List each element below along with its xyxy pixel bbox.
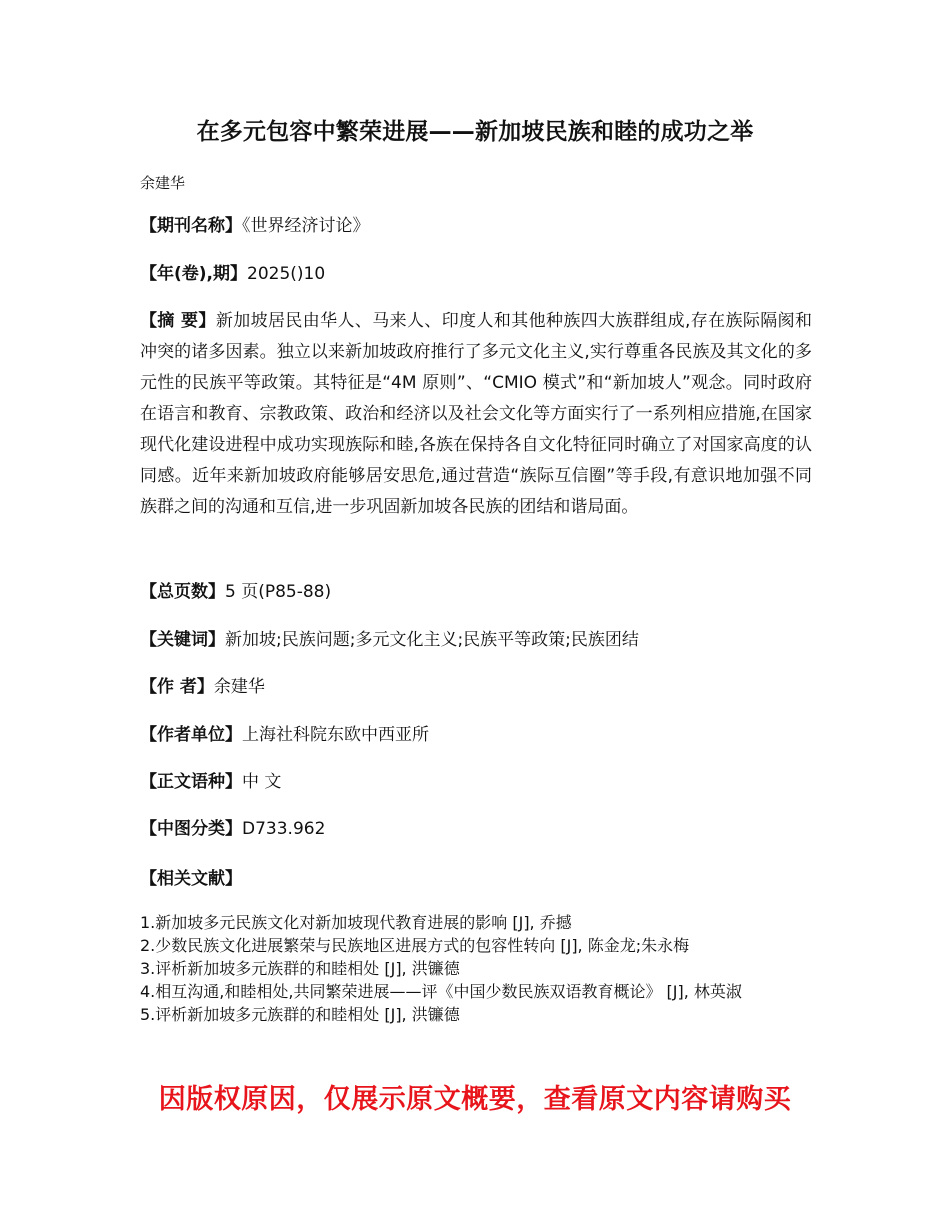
- field-classification-label: 【中图分类】: [140, 819, 242, 839]
- field-journal: [140, 214, 815, 238]
- field-pages-label: 【总页数】: [140, 582, 225, 602]
- field-journal-value: 《世界经济讨论》: [242, 216, 370, 236]
- field-classification-value: D733.962: [242, 819, 326, 839]
- field-abstract-value: 新加坡居民由华人、马来人、印度人和其他种族四大族群组成,存在族际隔阂和冲突的诸多因素。独立以来新加坡政府推行了多元文化主义,实行尊重各民族及其文化的多元性的民族平等政策。其特征是“4M 原则”、“CMIO 模式”和“新加坡人”观念。同时政府在语言和教育、宗教政策、政治和经济以及社会文化等方面实行了一系列相应措施,在国家现代化建设进程中成功实现族际和睦,各族在保持各自文化特征同时确立了对国家高度的认同感。近年来新加坡政府能够居安思危,通过营造“族际互信圈”等手段,有意识地加强不同族群之间的沟通和互信,进一步巩固新加坡各民族的团结和谐局面。: [140, 311, 813, 517]
- field-year-issue-value: 2025()10: [247, 264, 326, 284]
- field-year-issue-label: 【年(卷),期】: [140, 264, 247, 284]
- field-journal-label: 【期刊名称】: [140, 216, 242, 236]
- reference-item: 3.评析新加坡多元族群的和睦相处 [J], 洪镰德: [140, 959, 460, 978]
- field-keywords-value: 新加坡;民族问题;多元文化主义;民族平等政策;民族团结: [225, 630, 639, 650]
- field-language-value: 中 文: [242, 772, 282, 792]
- field-language: [140, 770, 815, 794]
- field-author: [140, 675, 815, 699]
- document-title: 在多元包容中繁荣进展——新加坡民族和睦的成功之举: [196, 119, 754, 145]
- field-keywords: [140, 628, 815, 652]
- field-pages: [140, 580, 815, 604]
- field-year-issue: [140, 262, 815, 286]
- field-classification: [140, 817, 815, 841]
- reference-item: 2.少数民族文化进展繁荣与民族地区进展方式的包容性转向 [J], 陈金龙;朱永梅: [140, 936, 690, 955]
- field-keywords-label: 【关键词】: [140, 630, 225, 650]
- field-affiliation: [140, 723, 815, 747]
- field-affiliation-label: 【作者单位】: [140, 725, 242, 745]
- field-affiliation-value: 上海社科院东欧中西亚所: [242, 725, 429, 745]
- reference-item: 5.评析新加坡多元族群的和睦相处 [J], 洪镰德: [140, 1005, 460, 1024]
- references-heading: 【相关文献】: [140, 869, 242, 889]
- reference-item: 1.新加坡多元民族文化对新加坡现代教育进展的影响 [J], 乔撼: [140, 913, 572, 932]
- author-name: 余建华: [140, 174, 186, 192]
- field-language-label: 【正文语种】: [140, 772, 242, 792]
- field-abstract-label: 【摘 要】: [140, 311, 216, 331]
- reference-item: 4.相互沟通,和睦相处,共同繁荣进展——评《中国少数民族双语教育概论》 [J], 林英淑: [140, 982, 742, 1001]
- references-list: [140, 911, 815, 1026]
- field-author-value: 余建华: [213, 677, 265, 697]
- copyright-notice: 因版权原因，仅展示原文概要，查看原文内容请购买: [158, 1084, 792, 1115]
- field-abstract: [140, 306, 812, 523]
- field-author-label: 【作 者】: [140, 677, 214, 697]
- field-pages-value: 5 页(P85-88): [225, 582, 332, 602]
